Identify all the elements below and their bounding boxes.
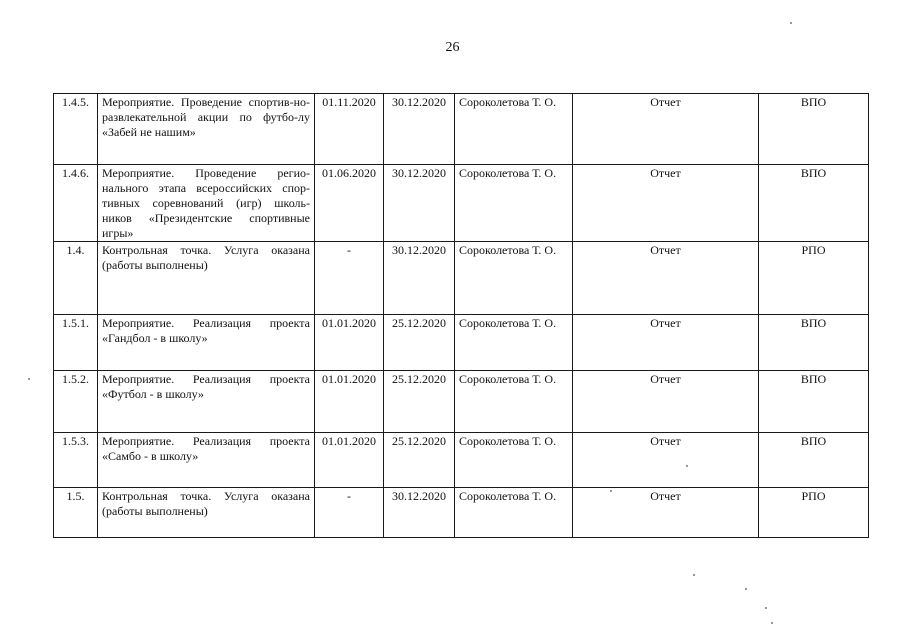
- row-responsible: Сороколетова Т. О.: [455, 488, 573, 538]
- row-number: 1.4.6.: [54, 165, 98, 242]
- row-description: Мероприятие. Проведение спортив-но-развлекательной акции по футбо-лу «Забей не нашим»: [98, 94, 315, 165]
- row-level: ВПО: [759, 433, 869, 488]
- row-end-date: 30.12.2020: [384, 242, 455, 315]
- row-level: ВПО: [759, 94, 869, 165]
- row-document: Отчет: [573, 165, 759, 242]
- row-start-date: 01.01.2020: [315, 371, 384, 433]
- plan-table: [53, 93, 869, 538]
- row-description: Контрольная точка. Услуга оказана (работы выполнены): [98, 242, 315, 315]
- table-row: [54, 165, 869, 242]
- table-row: [54, 315, 869, 371]
- scan-speck: [790, 22, 792, 24]
- row-end-date: 30.12.2020: [384, 488, 455, 538]
- row-level: ВПО: [759, 371, 869, 433]
- row-description: Мероприятие. Реализация проекта «Гандбол - в школу»: [98, 315, 315, 371]
- row-description: Мероприятие. Проведение регио-нального этапа всероссийских спор-тивных соревнований (игр) школь-ников «Президентские спортивные игры»: [98, 165, 315, 242]
- row-document: Отчет: [573, 371, 759, 433]
- scan-speck: [771, 622, 773, 624]
- row-document: Отчет: [573, 242, 759, 315]
- row-number: 1.4.5.: [54, 94, 98, 165]
- row-document: Отчет: [573, 315, 759, 371]
- row-end-date: 25.12.2020: [384, 315, 455, 371]
- row-document: Отчет: [573, 488, 759, 538]
- row-responsible: Сороколетова Т. О.: [455, 94, 573, 165]
- row-level: ВПО: [759, 165, 869, 242]
- row-end-date: 30.12.2020: [384, 165, 455, 242]
- table-row: [54, 371, 869, 433]
- row-start-date: -: [315, 488, 384, 538]
- table-row: [54, 94, 869, 165]
- row-end-date: 30.12.2020: [384, 94, 455, 165]
- row-responsible: Сороколетова Т. О.: [455, 371, 573, 433]
- scan-speck: [745, 588, 747, 590]
- row-start-date: 01.01.2020: [315, 433, 384, 488]
- row-start-date: -: [315, 242, 384, 315]
- row-start-date: 01.06.2020: [315, 165, 384, 242]
- row-level: РПО: [759, 488, 869, 538]
- row-level: ВПО: [759, 315, 869, 371]
- row-responsible: Сороколетова Т. О.: [455, 165, 573, 242]
- row-number: 1.5.: [54, 488, 98, 538]
- row-document: Отчет: [573, 94, 759, 165]
- row-number: 1.5.2.: [54, 371, 98, 433]
- row-number: 1.5.3.: [54, 433, 98, 488]
- table-row: [54, 488, 869, 538]
- row-number: 1.5.1.: [54, 315, 98, 371]
- scan-speck: [610, 490, 612, 492]
- row-level: РПО: [759, 242, 869, 315]
- row-responsible: Сороколетова Т. О.: [455, 433, 573, 488]
- row-start-date: 01.01.2020: [315, 315, 384, 371]
- row-description: Контрольная точка. Услуга оказана (работы выполнены): [98, 488, 315, 538]
- row-start-date: 01.11.2020: [315, 94, 384, 165]
- table-row: [54, 242, 869, 315]
- scan-speck: [686, 465, 688, 467]
- row-description: Мероприятие. Реализация проекта «Самбо - в школу»: [98, 433, 315, 488]
- row-description: Мероприятие. Реализация проекта «Футбол - в школу»: [98, 371, 315, 433]
- row-end-date: 25.12.2020: [384, 433, 455, 488]
- row-end-date: 25.12.2020: [384, 371, 455, 433]
- row-responsible: Сороколетова Т. О.: [455, 242, 573, 315]
- row-document: Отчет: [573, 433, 759, 488]
- row-responsible: Сороколетова Т. О.: [455, 315, 573, 371]
- scan-speck: [693, 574, 695, 576]
- scan-speck: [765, 607, 767, 609]
- page-number: 26: [445, 40, 460, 55]
- table-row: [54, 433, 869, 488]
- scan-speck: [28, 378, 30, 380]
- row-number: 1.4.: [54, 242, 98, 315]
